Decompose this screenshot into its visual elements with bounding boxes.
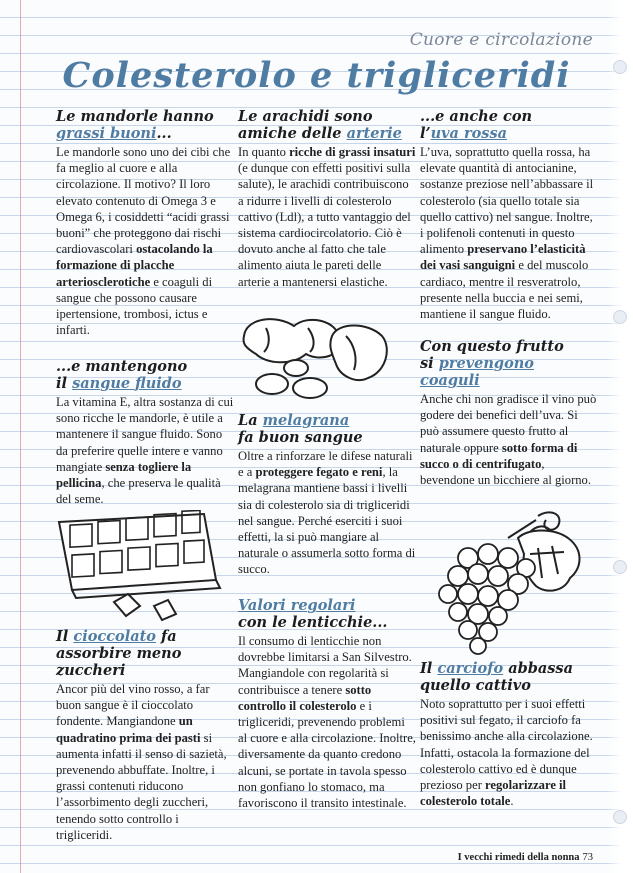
heading-accent: Valori regolari <box>238 597 356 614</box>
article-heading: Il carciofo abbassa quello cattivo <box>420 660 573 694</box>
article-heading: ...e anche con l’uva rossa <box>420 108 533 142</box>
article-cioccolato <box>56 628 234 843</box>
article-lenticchie <box>238 597 416 811</box>
heading-accent: prevengono coaguli <box>420 355 534 389</box>
heading-accent: sangue fluido <box>72 375 182 392</box>
article-heading: Le arachidi sono amiche delle arterie <box>238 108 402 142</box>
article-melagrana <box>238 412 416 578</box>
article-heading: ...e mantengono il sangue fluido <box>56 358 188 392</box>
page-number: 73 <box>582 852 593 863</box>
article-body: Le mandorle sono uno dei cibi che fa meglio al cuore e alla circolazione. Il motivo? Il loro elevato contenuto di Omega 3 e Omega 6, i cosiddetti “acidi grassi buoni” che proteggono dai rischi cardiovascolari ostacolando la formazione di placche arteriosclerotiche e coaguli di sangue che possono causare ipertensione, trombosi, ictus e infarti. <box>56 145 231 338</box>
section-label: Cuore e circolazione <box>409 30 593 50</box>
page-title: Colesterolo e trigliceridi <box>62 55 571 96</box>
grapes-illustration <box>418 508 598 656</box>
article-body: Oltre a rinforzare le difese naturali e a proteggere fegato e reni, la melagrana mantiene bassi i livelli sia di colesterolo sia di trigliceridi nel sangue. Perché eserciti i suoi effetti, la si può mangiare al naturale o assumerla sotto forma di succo. <box>238 449 416 577</box>
article-body: Il consumo di lenticchie non dovrebbe limitarsi a San Silvestro. Mangiandole con regolarità si contribuisce a tenere sotto controllo il colesterolo e i trigliceridi, prevenendo problemi al cuore e alla circolazione. Inoltre, diversamente da quanto credono alcuni, se portate in tavola spesso non gonfiano lo stomaco, ma favoriscono il transito intestinale. <box>238 634 416 811</box>
article-coaguli <box>420 338 598 488</box>
article-body: L’uva, soprattutto quella rossa, ha elevate quantità di antocianine, sostanze preziose nell’abbassare il colesterolo (sia quello totale sia quello cattivo) nel sangue. Inoltre, i polifenoli contenuti in questo alimento preservano l’elasticità dei vasi sanguigni e del muscolo cardiaco, mentre il resveratrolo, presente nella buccia e nei semi, mantiene il sangue fluido. <box>420 145 594 322</box>
page-footer <box>458 852 593 863</box>
article-body: Anche chi non gradisce il vino può godere dei benefici dell’uva. Si può assumere questo frutto al naturale oppure sotto forma di succo o di centrifugato, bevendone un bicchiere al giorno. <box>420 392 597 488</box>
heading-accent: carciofo <box>437 660 504 677</box>
article-heading: Le mandorle hanno grassi buoni... <box>56 108 214 142</box>
peanuts-illustration <box>236 306 396 406</box>
article-heading: Con questo frutto si prevengono coaguli <box>420 338 564 389</box>
article-heading: La melagrana fa buon sangue <box>238 412 363 446</box>
article-body: In quanto ricche di grassi insaturi (e dunque con effetti positivi sulla salute), le arachidi contribuiscono a ridurre i livelli di colesterolo cattivo (Ldl), a tutto vantaggio del sistema cardiocircolatorio. Ciò è dovuto anche al fatto che tale alimento aiuta le pareti delle arterie a mantenersi elastiche. <box>238 145 416 289</box>
article-heading: Valori regolari con le lenticchie... <box>238 597 388 631</box>
article-mandorle <box>56 108 234 338</box>
article-body: La vitamina E, altra sostanza di cui sono ricche le mandorle, è utile a mantenere il sangue fluido. Sono da preferire quelle intere e vanno mangiate senza togliere la pellicina, che preserva le qualità del seme. <box>56 395 234 507</box>
article-sangue-fluido <box>56 358 234 507</box>
binder-holes <box>613 0 627 873</box>
heading-accent: uva rossa <box>430 125 508 142</box>
article-arachidi <box>238 108 416 290</box>
book-title: I vecchi rimedi della nonna <box>457 852 580 863</box>
heading-accent: arterie <box>346 125 402 142</box>
article-uva <box>420 108 598 322</box>
heading-accent: melagrana <box>262 412 350 429</box>
article-body: Ancor più del vino rosso, a far buon sangue è il cioccolato fondente. Mangiandone un quadratino prima dei pasti si aumenta infatti il senso di sazietà, prevenendo abbuffate. Inoltre, i grassi contenuti riducono l’assorbimento degli zuccheri, tenendo sotto controllo i trigliceridi. <box>56 682 227 842</box>
page-margin-line <box>20 0 21 873</box>
article-carciofo <box>420 660 598 809</box>
heading-accent: grassi buoni <box>56 125 157 142</box>
chocolate-bar-illustration <box>54 510 224 622</box>
article-heading: Il cioccolato fa assorbire meno zuccheri <box>56 628 182 679</box>
article-body: Noto soprattutto per i suoi effetti positivi sul fegato, il carciofo fa benissimo anche alla circolazione. Infatti, ostacola la formazione del colesterolo cattivo ed è dunque prezioso per regolarizzare il colesterolo totale. <box>420 697 593 809</box>
heading-accent: cioccolato <box>73 628 156 645</box>
